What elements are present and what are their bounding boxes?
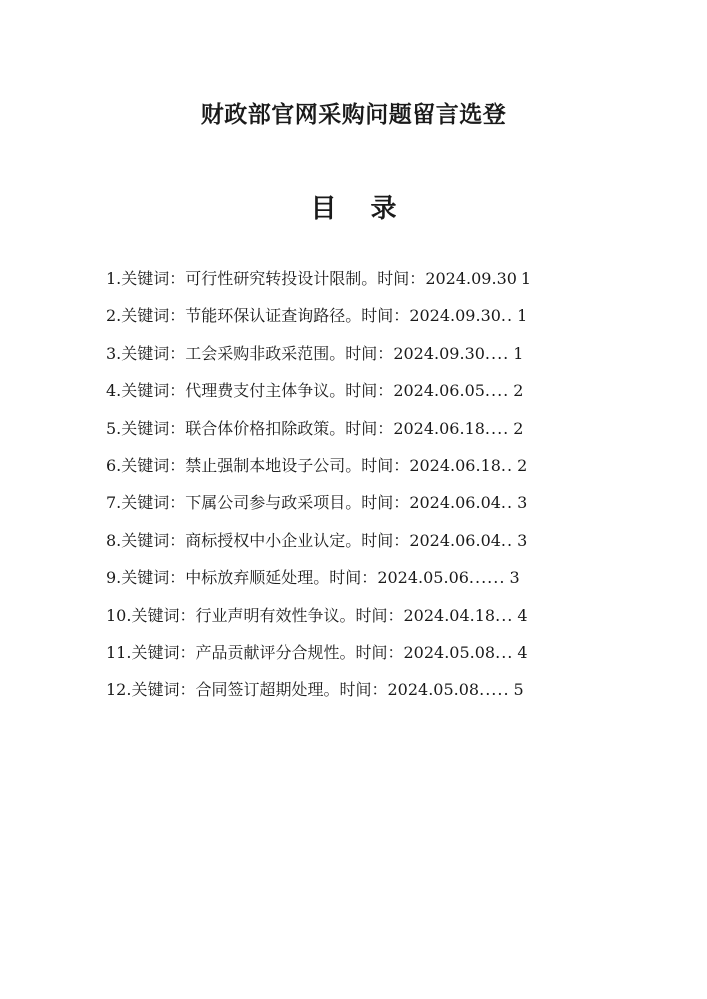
entry-topic: 节能环保认证查询路径。 bbox=[185, 306, 362, 326]
entry-page-number: 1 bbox=[513, 343, 524, 363]
entry-leader-dots: .... bbox=[484, 343, 510, 363]
entry-keyword-label: 关键词： bbox=[121, 568, 186, 588]
entry-keyword-label: 关键词： bbox=[121, 269, 186, 288]
entry-keyword-label: 关键词： bbox=[121, 455, 186, 475]
entry-time-label: 时间： bbox=[355, 642, 404, 662]
entry-time-label: 时间： bbox=[361, 530, 410, 550]
entry-time-label: 时间： bbox=[345, 381, 394, 401]
entry-topic: 工会采购非政采范围。 bbox=[185, 343, 346, 363]
entry-number: 9. bbox=[106, 568, 122, 588]
toc-entry[interactable] bbox=[106, 305, 600, 342]
entry-number: 1. bbox=[106, 269, 122, 288]
entry-number: 2. bbox=[106, 306, 122, 326]
toc-entry[interactable] bbox=[106, 380, 600, 417]
entry-date: 2024.06.04 bbox=[409, 493, 501, 513]
entry-time-label: 时间： bbox=[361, 455, 410, 475]
toc-entry[interactable] bbox=[106, 642, 600, 679]
toc-entry[interactable] bbox=[106, 492, 600, 529]
entry-topic: 商标授权中小企业认定。 bbox=[185, 530, 362, 550]
toc-entry[interactable] bbox=[106, 268, 600, 305]
entry-time-label: 时间： bbox=[345, 343, 394, 363]
entry-date: 2024.04.18 bbox=[403, 605, 496, 625]
entry-time-label: 时间： bbox=[361, 306, 410, 326]
entry-topic: 产品贡献评分合规性。 bbox=[195, 642, 356, 662]
entry-topic: 行业声明有效性争议。 bbox=[195, 605, 356, 625]
entry-page-number: 1 bbox=[520, 269, 532, 288]
entry-leader-dots: .. bbox=[500, 306, 514, 326]
entry-page-number: 3 bbox=[517, 530, 528, 550]
toc-heading-second-char: 录 bbox=[370, 194, 397, 224]
entry-page-number: 1 bbox=[517, 306, 528, 326]
entry-page-number: 3 bbox=[517, 493, 528, 513]
entry-keyword-label: 关键词： bbox=[121, 343, 186, 363]
entry-date: 2024.06.05 bbox=[393, 381, 485, 401]
entry-time-label: 时间： bbox=[329, 568, 378, 588]
entry-time-label: 时间： bbox=[361, 493, 410, 513]
toc-entry[interactable] bbox=[106, 530, 600, 567]
entry-date: 2024.05.06 bbox=[377, 568, 469, 588]
entry-leader-dots: ... bbox=[495, 642, 514, 662]
entry-number: 7. bbox=[106, 493, 122, 513]
entry-number: 8. bbox=[106, 530, 122, 550]
entry-keyword-label: 关键词： bbox=[121, 530, 186, 550]
entry-page-number: 2 bbox=[513, 418, 524, 438]
entry-date: 2024.05.08 bbox=[387, 680, 480, 700]
entry-number: 4. bbox=[106, 381, 122, 401]
entry-leader-dots: ..... bbox=[479, 680, 510, 700]
toc-list bbox=[106, 268, 600, 717]
entry-leader-dots: .. bbox=[500, 530, 514, 550]
entry-date: 2024.05.08 bbox=[403, 642, 496, 662]
entry-keyword-label: 关键词： bbox=[121, 418, 186, 438]
toc-heading bbox=[0, 188, 707, 225]
toc-entry[interactable] bbox=[106, 605, 600, 642]
entry-number: 10. bbox=[106, 605, 132, 625]
entry-date: 2024.06.04 bbox=[409, 530, 501, 550]
entry-topic: 禁止强制本地设子公司。 bbox=[185, 455, 362, 475]
entry-time-label: 时间： bbox=[355, 605, 404, 625]
entry-number: 12. bbox=[106, 680, 132, 700]
entry-page-number: 2 bbox=[513, 381, 524, 401]
entry-number: 6. bbox=[106, 455, 122, 475]
entry-number: 11. bbox=[106, 642, 132, 662]
toc-entry[interactable] bbox=[106, 679, 600, 716]
entry-topic: 中标放弃顺延处理。 bbox=[185, 568, 330, 588]
entry-date: 2024.09.30 bbox=[393, 343, 485, 363]
entry-date: 2024.09.30 bbox=[409, 306, 501, 326]
entry-page-number: 3 bbox=[509, 568, 520, 588]
entry-number: 5. bbox=[106, 418, 122, 438]
entry-keyword-label: 关键词： bbox=[131, 642, 196, 662]
entry-page-number: 2 bbox=[517, 455, 528, 475]
toc-heading-first-char: 目 bbox=[310, 194, 337, 224]
entry-date: 2024.06.18 bbox=[409, 455, 501, 475]
entry-topic: 可行性研究转投设计限制。 bbox=[185, 269, 378, 288]
entry-page-number: 4 bbox=[517, 642, 528, 662]
entry-page-number: 5 bbox=[513, 680, 524, 700]
entry-number: 3. bbox=[106, 343, 122, 363]
entry-page-number: 4 bbox=[517, 605, 528, 625]
entry-leader-dots: ... bbox=[495, 605, 514, 625]
entry-keyword-label: 关键词： bbox=[121, 381, 186, 401]
entry-keyword-label: 关键词： bbox=[131, 680, 196, 700]
document-title: 财政部官网采购问题留言选登 bbox=[200, 101, 507, 128]
entry-keyword-label: 关键词： bbox=[121, 306, 186, 326]
entry-leader-dots: ...... bbox=[468, 568, 506, 588]
toc-entry[interactable] bbox=[106, 343, 600, 380]
entry-time-label: 时间： bbox=[339, 680, 388, 700]
toc-entry[interactable] bbox=[106, 418, 600, 455]
entry-keyword-label: 关键词： bbox=[131, 605, 196, 625]
entry-topic: 代理费支付主体争议。 bbox=[185, 381, 346, 401]
entry-topic: 联合体价格扣除政策。 bbox=[185, 418, 346, 438]
entry-topic: 合同签订超期处理。 bbox=[195, 680, 340, 700]
toc-entry[interactable] bbox=[106, 567, 600, 604]
entry-leader-dots: .... bbox=[484, 381, 510, 401]
entry-leader-dots: .. bbox=[500, 455, 514, 475]
entry-leader-dots: .. bbox=[500, 493, 514, 513]
entry-time-label: 时间： bbox=[345, 418, 394, 438]
toc-entry[interactable] bbox=[106, 455, 600, 492]
entry-keyword-label: 关键词： bbox=[121, 493, 186, 513]
entry-leader-dots: .... bbox=[484, 418, 510, 438]
entry-date: 2024.09.30 bbox=[425, 269, 517, 288]
entry-date: 2024.06.18 bbox=[393, 418, 485, 438]
entry-topic: 下属公司参与政采项目。 bbox=[185, 493, 362, 513]
entry-time-label: 时间： bbox=[377, 269, 426, 288]
